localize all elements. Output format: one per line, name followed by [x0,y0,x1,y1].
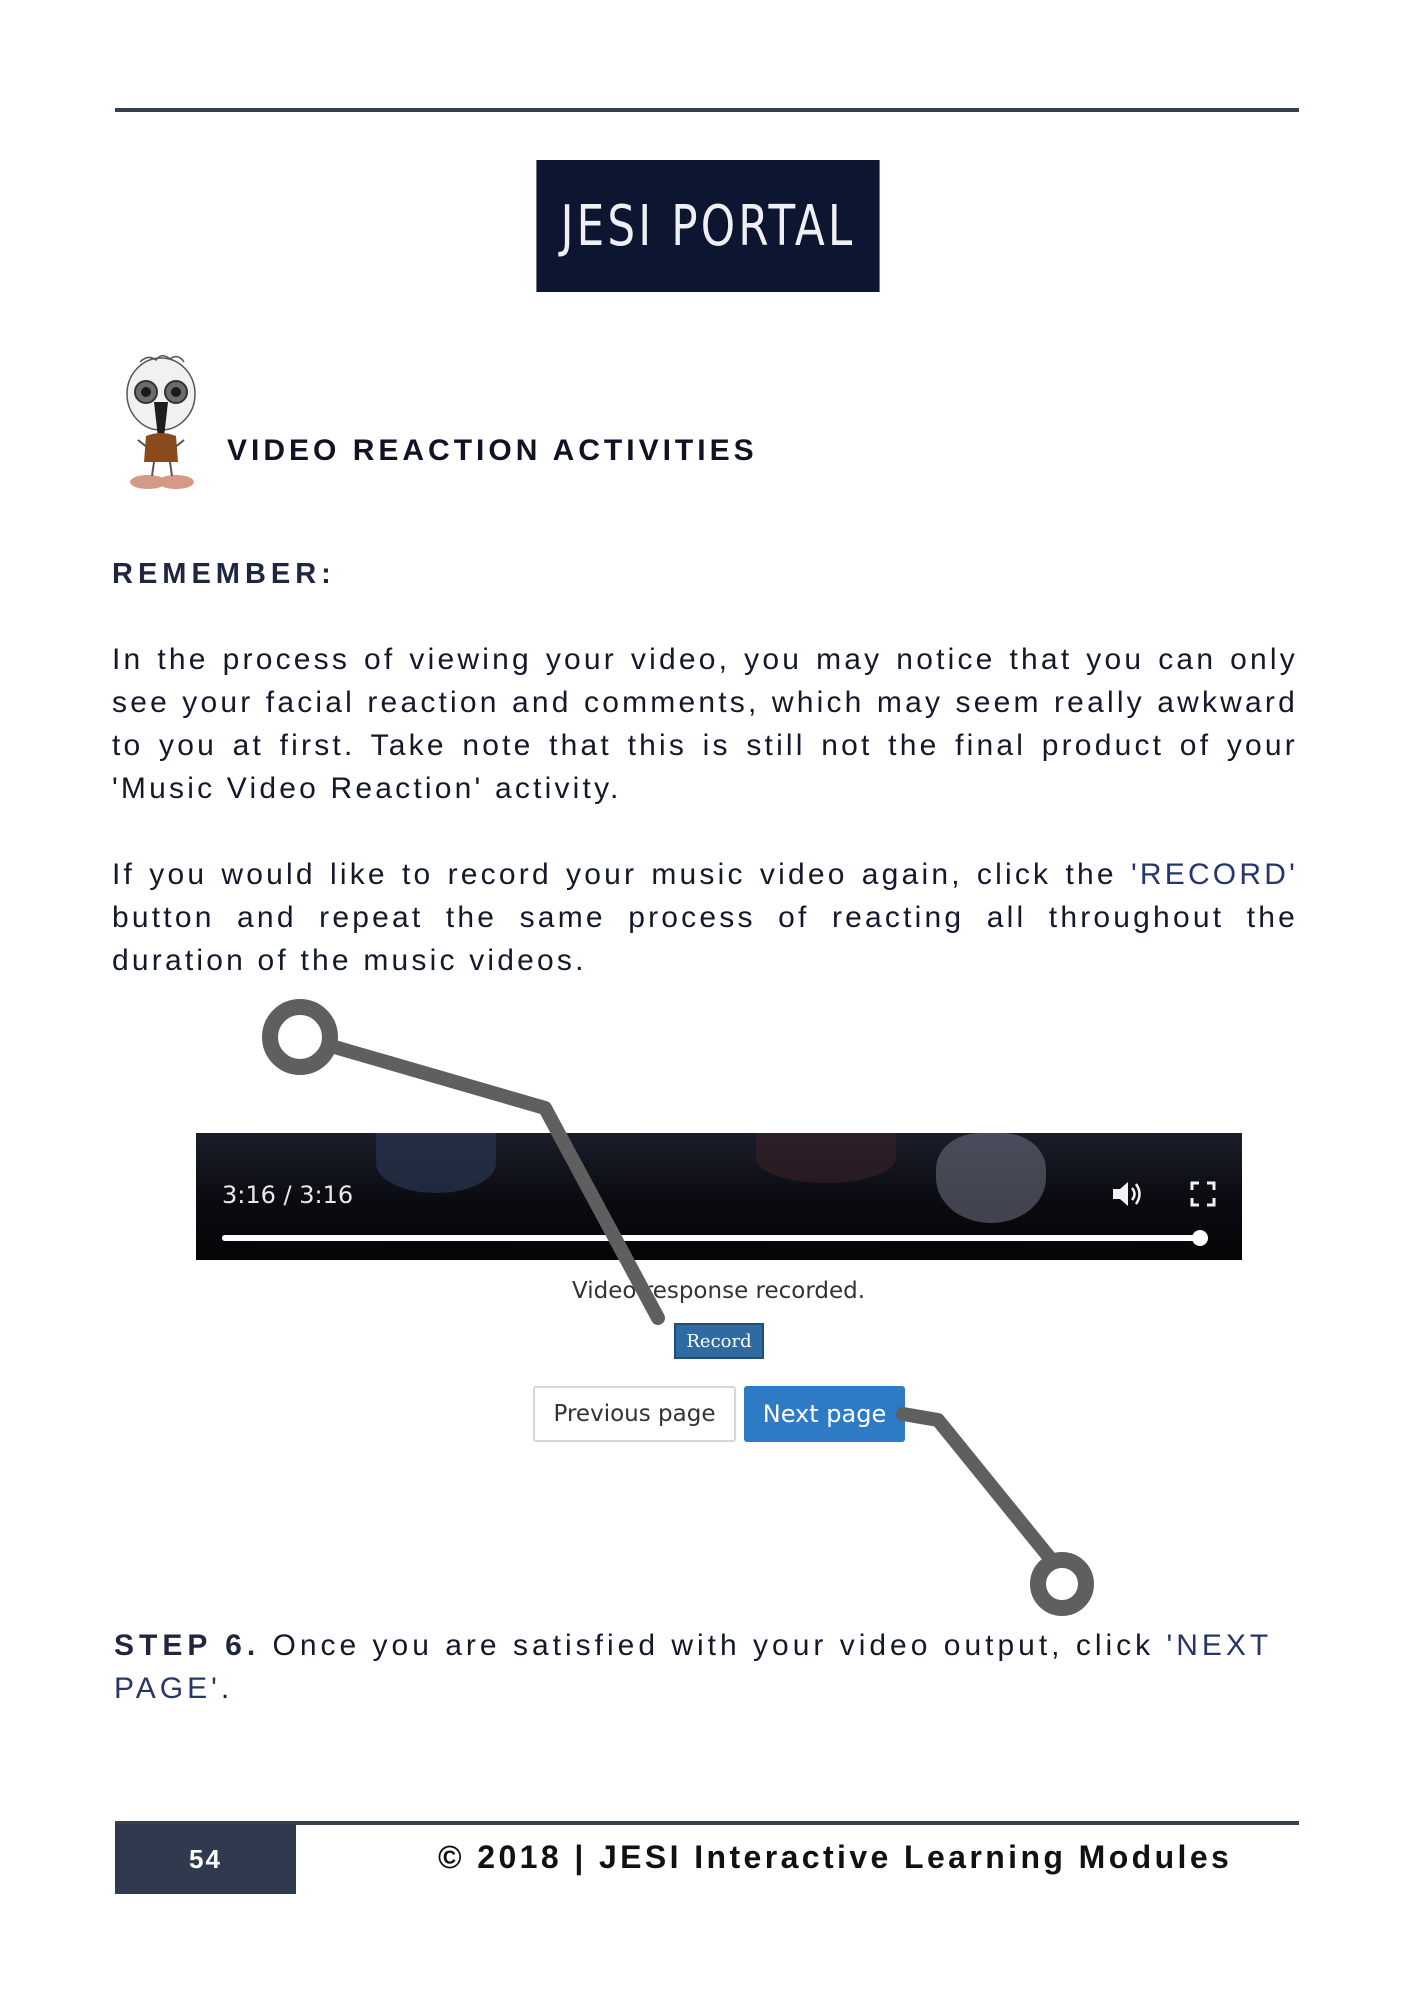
paragraph-record-again [112,853,1298,982]
page-number: 54 [115,1824,296,1894]
video-frame-shape [376,1133,496,1193]
section-heading: VIDEO REACTION ACTIVITIES [227,434,758,467]
mascot-logo [118,350,204,492]
paragraph-viewing-note: In the process of viewing your video, you may notice that you can only see your facial reaction and comments, which may seem really awkward to you at first. Take note that this is still not the final product of your 'Music Video Reaction' activity. [112,643,1298,805]
fullscreen-icon[interactable] [1190,1181,1216,1207]
record-keyword: 'RECORD' [1130,858,1298,891]
page-title: JESI PORTAL [536,160,879,292]
paragraph-record-text-after: button and repeat the same process of reacting all throughout the duration of the music videos. [112,901,1298,977]
video-frame-shape [936,1133,1046,1223]
previous-page-button[interactable]: Previous page [533,1386,736,1442]
step-text: Once you are satisfied with your video output, click [260,1629,1167,1662]
next-page-keyword: 'NEXT PAGE' [114,1629,1272,1705]
step-six-instruction [114,1624,1304,1710]
paragraph-record-text-before: If you would like to record your music video again, click the [112,858,1131,891]
video-progress-fill [222,1235,1200,1241]
video-player[interactable] [196,1133,1242,1260]
response-status-text: Video response recorded. [572,1278,866,1304]
video-progress-bar[interactable] [222,1235,1200,1241]
top-rule [115,108,1299,112]
video-progress-thumb[interactable] [1192,1230,1208,1246]
step-label: STEP 6. [114,1629,261,1662]
next-page-callout-line [903,1414,1086,1608]
next-page-button[interactable]: Next page [744,1386,905,1442]
step-end: . [220,1672,234,1705]
video-time-display: 3:16 / 3:16 [222,1181,354,1209]
footer-copyright: © 2018 | JESI Interactive Learning Modules [438,1839,1233,1875]
record-button[interactable]: Record [674,1323,764,1359]
volume-icon[interactable] [1110,1179,1144,1209]
remember-label: REMEMBER: [112,558,336,590]
video-frame-shape [756,1133,896,1183]
